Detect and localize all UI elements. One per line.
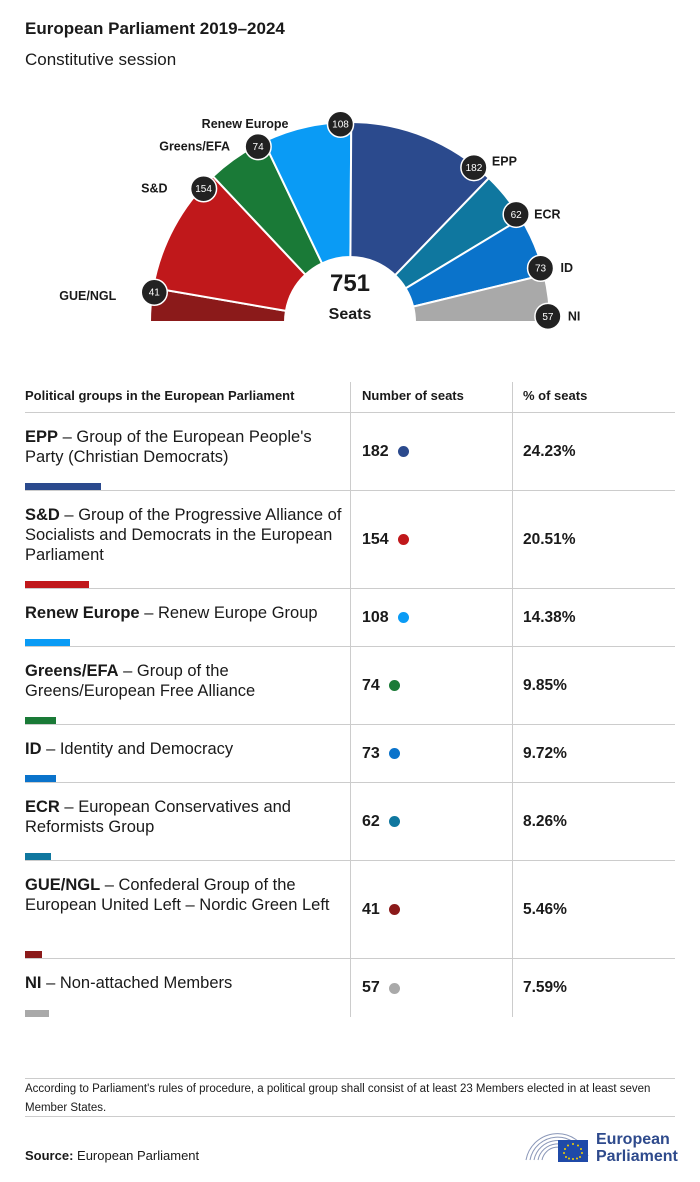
share-bar bbox=[25, 853, 51, 860]
group-abbr: NI bbox=[25, 974, 42, 992]
table-row bbox=[25, 413, 675, 491]
seats-cell bbox=[350, 959, 512, 1017]
share-bar bbox=[25, 581, 89, 588]
table-row bbox=[25, 783, 675, 861]
percent-value: 9.85% bbox=[523, 676, 567, 694]
percent-value: 24.23% bbox=[523, 442, 576, 460]
share-bar bbox=[25, 775, 56, 782]
seats-cell bbox=[350, 725, 512, 782]
group-color-dot bbox=[398, 534, 409, 545]
seats-cell bbox=[350, 491, 512, 588]
group-color-dot bbox=[398, 446, 409, 457]
seats-value: 57 bbox=[362, 979, 380, 996]
seat-count-label: 108 bbox=[332, 119, 349, 131]
group-label: Renew Europe bbox=[201, 117, 289, 132]
group-full-name: – Renew Europe Group bbox=[139, 604, 318, 622]
source-value: European Parliament bbox=[73, 1148, 200, 1163]
seats-value: 41 bbox=[362, 900, 380, 918]
total-seats-label: Seats bbox=[328, 306, 372, 323]
percent-cell bbox=[512, 959, 675, 1017]
seats-cell bbox=[350, 647, 512, 724]
seat-count-label: 41 bbox=[148, 287, 160, 299]
group-abbr: ID bbox=[25, 740, 42, 758]
group-full-name: – Group of the Greens/European Free Alliance bbox=[25, 662, 256, 700]
table-row bbox=[25, 725, 675, 783]
group-label: ECR bbox=[534, 207, 561, 222]
group-label: NI bbox=[567, 309, 581, 324]
group-name-cell bbox=[25, 491, 350, 588]
group-color-dot bbox=[398, 612, 409, 623]
group-name-cell bbox=[25, 589, 350, 646]
share-bar bbox=[25, 951, 42, 958]
seats-value: 108 bbox=[362, 608, 389, 626]
header-percent: % of seats bbox=[512, 382, 675, 412]
group-color-dot bbox=[389, 748, 400, 759]
table-header bbox=[25, 382, 675, 413]
seats-value: 74 bbox=[362, 676, 380, 694]
group-name-cell bbox=[25, 413, 350, 490]
percent-cell bbox=[512, 647, 675, 724]
groups-table bbox=[25, 382, 675, 1017]
table-body bbox=[25, 413, 675, 1017]
group-full-name: – Group of the European People's Party (Christian Democrats) bbox=[25, 428, 312, 466]
share-bar bbox=[25, 639, 70, 646]
percent-value: 14.38% bbox=[523, 608, 576, 626]
group-abbr: S&D bbox=[25, 506, 60, 524]
seat-count-label: 62 bbox=[510, 209, 522, 221]
group-name-cell bbox=[25, 861, 350, 958]
logo-line-1: European bbox=[596, 1131, 670, 1148]
percent-value: 5.46% bbox=[523, 900, 567, 918]
seats-value: 154 bbox=[362, 530, 389, 548]
percent-cell bbox=[512, 861, 675, 958]
hemicycle-chart bbox=[0, 100, 700, 340]
seats-value: 73 bbox=[362, 744, 380, 762]
percent-cell bbox=[512, 725, 675, 782]
table-row bbox=[25, 647, 675, 725]
group-full-name: – Confederal Group of the European United Left – Nordic Green Left bbox=[25, 876, 330, 914]
seats-value: 62 bbox=[362, 812, 380, 830]
group-abbr: ECR bbox=[25, 798, 60, 816]
page-subtitle: Constitutive session bbox=[25, 50, 177, 69]
percent-cell bbox=[512, 589, 675, 646]
group-full-name: – Identity and Democracy bbox=[41, 740, 234, 758]
group-full-name: – European Conservatives and Reformists Group bbox=[25, 798, 291, 836]
group-name-cell bbox=[25, 647, 350, 724]
header-seats: Number of seats bbox=[350, 382, 512, 412]
group-name-cell bbox=[25, 783, 350, 860]
seats-cell bbox=[350, 413, 512, 490]
group-full-name: – Group of the Progressive Alliance of Socialists and Democrats in the European Parliament bbox=[25, 506, 342, 564]
seats-value: 182 bbox=[362, 442, 389, 460]
seats-cell bbox=[350, 589, 512, 646]
seat-count-label: 73 bbox=[534, 263, 547, 275]
logo-wordmark bbox=[596, 1131, 678, 1165]
percent-value: 20.51% bbox=[523, 530, 576, 548]
group-color-dot bbox=[389, 983, 400, 994]
group-abbr: Greens/EFA bbox=[25, 662, 119, 680]
total-seats-value: 751 bbox=[329, 270, 371, 297]
share-bar bbox=[25, 483, 101, 490]
group-abbr: Renew Europe bbox=[25, 604, 140, 622]
seats-cell bbox=[350, 861, 512, 958]
note-divider-bottom bbox=[25, 1116, 675, 1117]
table-row bbox=[25, 959, 675, 1017]
seat-count-label: 74 bbox=[252, 142, 264, 154]
seat-count-label: 154 bbox=[195, 184, 212, 196]
percent-cell bbox=[512, 413, 675, 490]
seat-count-label: 57 bbox=[542, 311, 554, 323]
page-title: European Parliament 2019–2024 bbox=[25, 19, 285, 38]
seats-cell bbox=[350, 783, 512, 860]
share-bar bbox=[25, 717, 56, 724]
percent-value: 9.72% bbox=[523, 744, 567, 762]
group-color-dot bbox=[389, 816, 400, 827]
header-groups: Political groups in the European Parliament bbox=[25, 388, 295, 403]
group-label: ID bbox=[560, 261, 574, 276]
note-divider-top bbox=[25, 1078, 675, 1079]
group-label: Greens/EFA bbox=[159, 139, 231, 154]
percent-value: 8.26% bbox=[523, 812, 567, 830]
table-row bbox=[25, 589, 675, 647]
group-label: GUE/NGL bbox=[59, 289, 117, 304]
group-label: EPP bbox=[491, 154, 517, 169]
group-name-cell bbox=[25, 725, 350, 782]
european-parliament-logo bbox=[524, 1126, 590, 1164]
group-label: S&D bbox=[141, 181, 168, 196]
source-line bbox=[25, 1148, 199, 1163]
group-abbr: EPP bbox=[25, 428, 59, 446]
group-full-name: – Non-attached Members bbox=[41, 974, 233, 992]
logo-line-2: Parliament bbox=[596, 1148, 678, 1165]
group-color-dot bbox=[389, 680, 400, 691]
seat-count-label: 182 bbox=[465, 163, 483, 175]
share-bar bbox=[25, 1010, 49, 1017]
group-abbr: GUE/NGL bbox=[25, 876, 101, 894]
percent-value: 7.59% bbox=[523, 979, 567, 996]
source-label: Source: bbox=[25, 1148, 74, 1163]
table-row bbox=[25, 491, 675, 589]
percent-cell bbox=[512, 783, 675, 860]
group-name-cell bbox=[25, 959, 350, 1017]
footnote: According to Parliament's rules of procedure, a political group shall consist of at least 23 Members elected in at least seven Member States. bbox=[25, 1083, 651, 1114]
percent-cell bbox=[512, 491, 675, 588]
table-row bbox=[25, 861, 675, 959]
group-color-dot bbox=[389, 904, 400, 915]
